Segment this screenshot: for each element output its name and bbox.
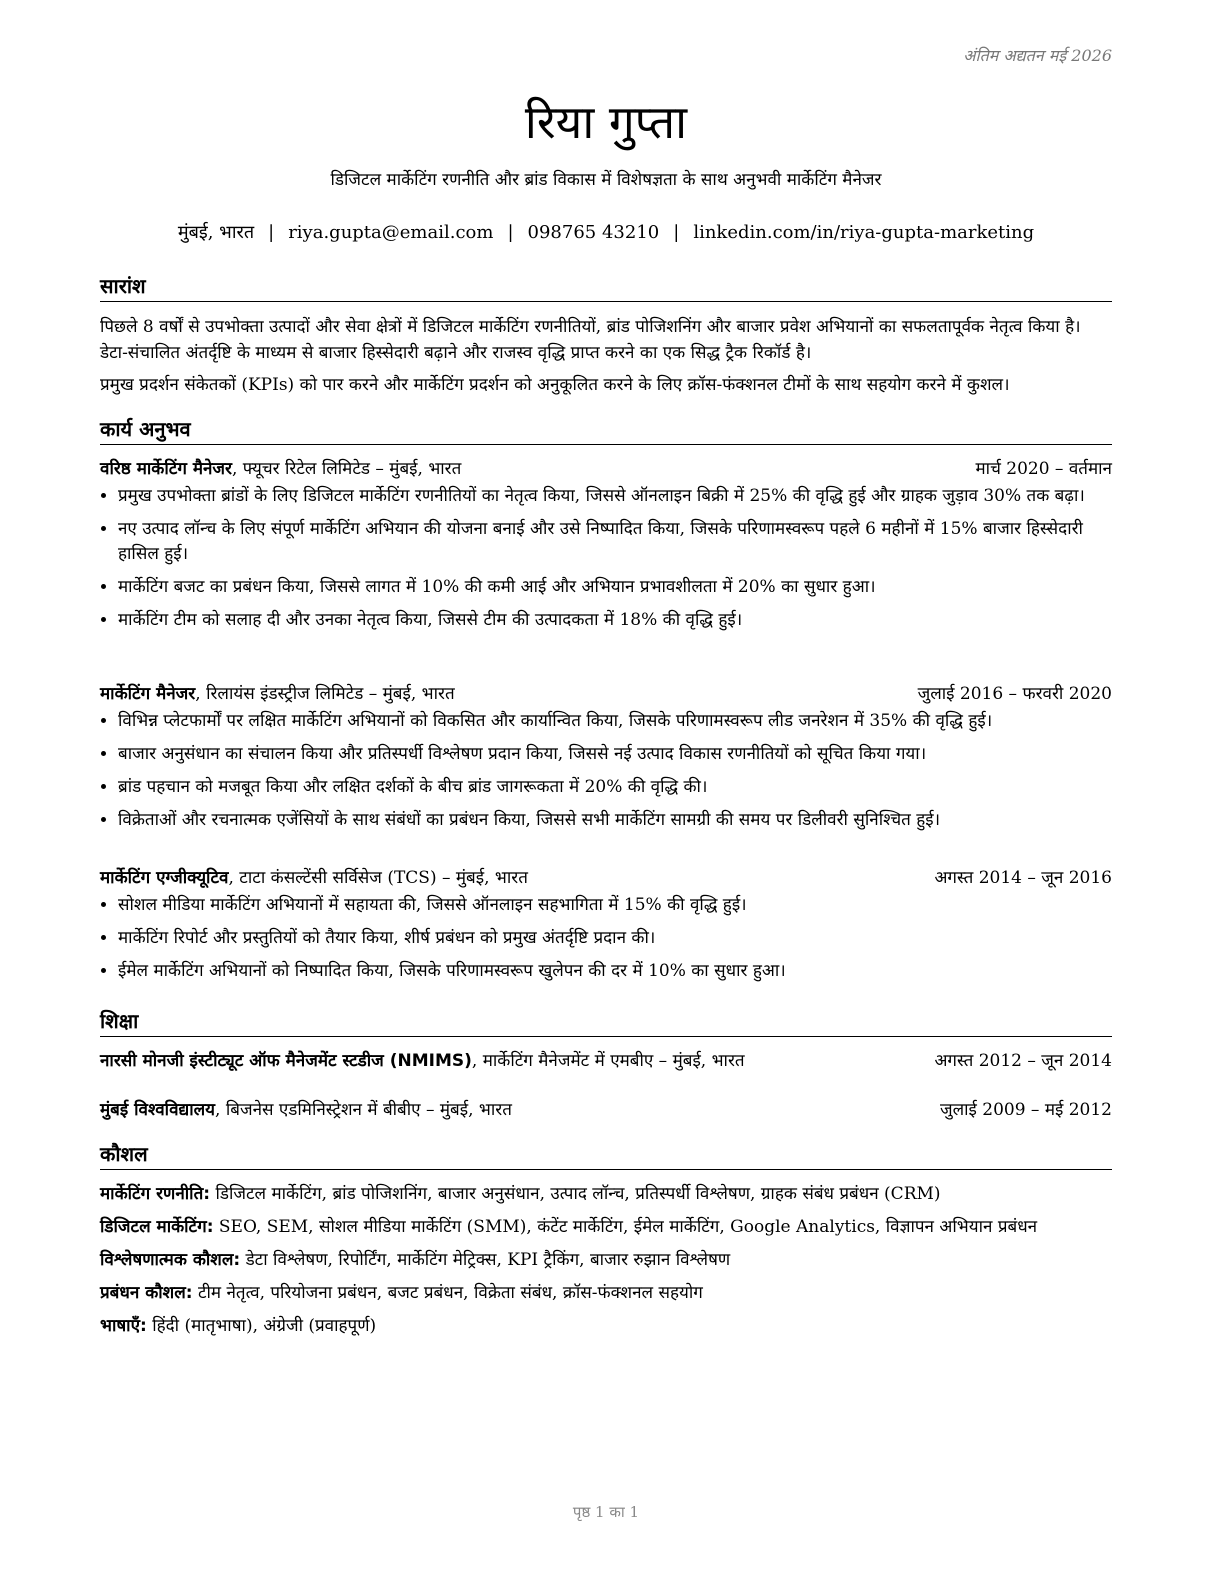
contact-phone: 098765 43210 xyxy=(527,222,660,243)
candidate-name: रिया गुप्ता xyxy=(524,95,688,149)
education-detail: , बिजनेस एडमिनिस्ट्रेशन में बीबीए – मुंबई, भारत xyxy=(215,1100,512,1120)
job-bullets xyxy=(100,893,1112,984)
skill-row xyxy=(100,1211,1112,1244)
list-item: • मार्केटिंग रिपोर्ट और प्रस्तुतियों को तैयार किया, शीर्ष प्रबंधन को प्रमुख अंतर्दृष्टि प्रदान की। xyxy=(118,926,1112,951)
skill-row xyxy=(100,1244,1112,1277)
skill-row xyxy=(100,1178,1112,1211)
job-dates: जुलाई 2016 – फरवरी 2020 xyxy=(917,684,1112,704)
experience-section xyxy=(100,415,1112,445)
skill-value: डेटा विश्लेषण, रिपोर्टिंग, मार्केटिंग मेट्रिक्स, KPI ट्रैकिंग, बाजार रुझान विश्लेषण xyxy=(240,1250,731,1270)
job-role: मार्केटिंग मैनेजर xyxy=(100,684,196,704)
job-role: वरिष्ठ मार्केटिंग मैनेजर xyxy=(100,459,232,479)
separator: | xyxy=(268,222,275,243)
job-header xyxy=(100,456,1112,482)
job-entry xyxy=(100,865,1112,992)
list-item: • सोशल मीडिया मार्केटिंग अभियानों में सहायता की, जिससे ऑनलाइन सहभागिता में 15% की वृद्धि हुई। xyxy=(118,893,1112,918)
contact-location: मुंबई, भारत xyxy=(177,222,255,243)
skills-section xyxy=(100,1140,1112,1343)
summary-paragraph: पिछले 8 वर्षों से उपभोक्ता उत्पादों और सेवा क्षेत्रों में डिजिटल मार्केटिंग रणनीतियों, ब्रांड पोजिशनिंग और बाजार प्रवेश अभियानों का सफलतापूर्वक नेतृत्व किया है। डेटा-संचालित अंतर्दृष्टि के माध्यम से बाजार हिस्सेदारी बढ़ाने और राजस्व वृद्धि प्राप्त करने का एक सिद्ध ट्रैक रिकॉर्ड है। xyxy=(100,317,1081,363)
contact-linkedin[interactable]: linkedin.com/in/riya-gupta-marketing xyxy=(693,222,1035,243)
job-dates: मार्च 2020 – वर्तमान xyxy=(975,459,1112,479)
job-role: मार्केटिंग एग्जीक्यूटिव xyxy=(100,868,229,888)
list-item: • प्रमुख उपभोक्ता ब्रांडों के लिए डिजिटल मार्केटिंग रणनीतियों का नेतृत्व किया, जिससे ऑनलाइन बिक्री में 25% की वृद्धि हुई और ग्राहक जुड़ाव 30% तक बढ़ा। xyxy=(118,484,1112,509)
list-item: • बाजार अनुसंधान का संचालन किया और प्रतिस्पर्धी विश्लेषण प्रदान किया, जिससे नई उत्पाद विकास रणनीतियों को सूचित किया गया। xyxy=(118,742,1112,767)
education-detail: , मार्केटिंग मैनेजमेंट में एमबीए – मुंबई, भारत xyxy=(471,1051,745,1071)
separator: | xyxy=(673,222,680,243)
list-item: • मार्केटिंग टीम को सलाह दी और उनका नेतृत्व किया, जिससे टीम की उत्पादकता में 18% की वृद्धि हुई। xyxy=(118,608,1112,633)
job-org: , टाटा कंसल्टेंसी सर्विसेज (TCS) – मुंबई, भारत xyxy=(228,868,528,888)
skill-label: मार्केटिंग रणनीति: xyxy=(100,1184,211,1204)
skill-value: हिंदी (मातृभाषा), अंग्रेजी (प्रवाहपूर्ण) xyxy=(146,1316,377,1336)
list-item: • मार्केटिंग बजट का प्रबंधन किया, जिससे लागत में 10% की कमी आई और अभियान प्रभावशीलता में 20% का सुधार हुआ। xyxy=(118,575,1112,600)
tagline: डिजिटल मार्केटिंग रणनीति और ब्रांड विकास में विशेषज्ञता के साथ अनुभवी मार्केटिंग मैनेजर xyxy=(330,170,882,190)
skill-label: विश्लेषणात्मक कौशल: xyxy=(100,1250,241,1270)
skill-label: भाषाएँ: xyxy=(100,1316,147,1336)
list-item: • नए उत्पाद लॉन्च के लिए संपूर्ण मार्केटिंग अभियान की योजना बनाई और उसे निष्पादित किया, जिसके परिणामस्वरूप पहले 6 महीनों में 15% बाजार हिस्सेदारी हासिल हुई। xyxy=(118,517,1112,567)
skill-label: डिजिटल मार्केटिंग: xyxy=(100,1217,214,1237)
job-entry xyxy=(100,681,1112,841)
education-dates: अगस्त 2012 – जून 2014 xyxy=(934,1051,1112,1071)
education-school: नारसी मोनजी इंस्टीट्यूट ऑफ मैनेजमेंट स्टडीज (NMIMS) xyxy=(100,1051,472,1071)
section-title: कार्य अनुभव xyxy=(100,415,1112,445)
contact-email[interactable]: riya.gupta@email.com xyxy=(288,222,494,243)
skill-value: SEO, SEM, सोशल मीडिया मार्केटिंग (SMM), कंटेंट मार्केटिंग, ईमेल मार्केटिंग, Google Analytics, विज्ञापन अभियान प्रबंधन xyxy=(213,1217,1038,1237)
education-dates: जुलाई 2009 – मई 2012 xyxy=(939,1100,1112,1120)
page-number: पृष्ठ 1 का 1 xyxy=(572,1503,640,1521)
separator: | xyxy=(507,222,514,243)
job-header xyxy=(100,865,1112,891)
job-org: , फ्यूचर रिटेल लिमिटेड – मुंबई, भारत xyxy=(232,459,462,479)
summary-paragraph: प्रमुख प्रदर्शन संकेतकों (KPIs) को पार करने और मार्केटिंग प्रदर्शन को अनुकूलित करने के लिए क्रॉस-फंक्शनल टीमों के साथ सहयोग करने में कुशल। xyxy=(100,375,1010,395)
list-item: • विक्रेताओं और रचनात्मक एजेंसियों के साथ संबंधों का प्रबंधन किया, जिससे सभी मार्केटिंग सामग्री की समय पर डिलीवरी सुनिश्चित हुई। xyxy=(118,808,1112,833)
skill-row xyxy=(100,1277,1112,1310)
skill-value: टीम नेतृत्व, परियोजना प्रबंधन, बजट प्रबंधन, विक्रेता संबंध, क्रॉस-फंक्शनल सहयोग xyxy=(192,1283,703,1303)
resume-page xyxy=(100,0,1112,1584)
section-title: सारांश xyxy=(100,272,1112,302)
skill-row xyxy=(100,1310,1112,1343)
education-section xyxy=(100,1007,1112,1037)
job-org: , रिलायंस इंडस्ट्रीज लिमिटेड – मुंबई, भारत xyxy=(195,684,455,704)
job-bullets xyxy=(100,709,1112,833)
list-item: • ईमेल मार्केटिंग अभियानों को निष्पादित किया, जिसके परिणामस्वरूप खुलेपन की दर में 10% का सुधार हुआ। xyxy=(118,959,1112,984)
last-updated: अंतिम अद्यतन मई 2026 xyxy=(963,46,1112,65)
list-item: • ब्रांड पहचान को मजबूत किया और लक्षित दर्शकों के बीच ब्रांड जागरूकता में 20% की वृद्धि की। xyxy=(118,775,1112,800)
section-title: शिक्षा xyxy=(100,1007,1112,1037)
job-entry xyxy=(100,456,1112,641)
education-entry xyxy=(100,1048,1112,1074)
education-school: मुंबई विश्वविद्यालय xyxy=(100,1100,216,1120)
education-header xyxy=(100,1097,1112,1123)
section-title: कौशल xyxy=(100,1140,1112,1170)
job-dates: अगस्त 2014 – जून 2016 xyxy=(934,868,1112,888)
job-header xyxy=(100,681,1112,707)
job-bullets xyxy=(100,484,1112,633)
skill-value: डिजिटल मार्केटिंग, ब्रांड पोजिशनिंग, बाजार अनुसंधान, उत्पाद लॉन्च, प्रतिस्पर्धी विश्लेषण, ग्राहक संबंध प्रबंधन (CRM) xyxy=(210,1184,941,1204)
skill-label: प्रबंधन कौशल: xyxy=(100,1283,193,1303)
summary-section xyxy=(100,272,1112,398)
education-header xyxy=(100,1048,1112,1074)
list-item: • विभिन्न प्लेटफार्मों पर लक्षित मार्केटिंग अभियानों को विकसित और कार्यान्वित किया, जिसके परिणामस्वरूप लीड जनरेशन में 35% की वृद्धि हुई। xyxy=(118,709,1112,734)
education-entry xyxy=(100,1097,1112,1123)
contact-line xyxy=(100,220,1112,244)
